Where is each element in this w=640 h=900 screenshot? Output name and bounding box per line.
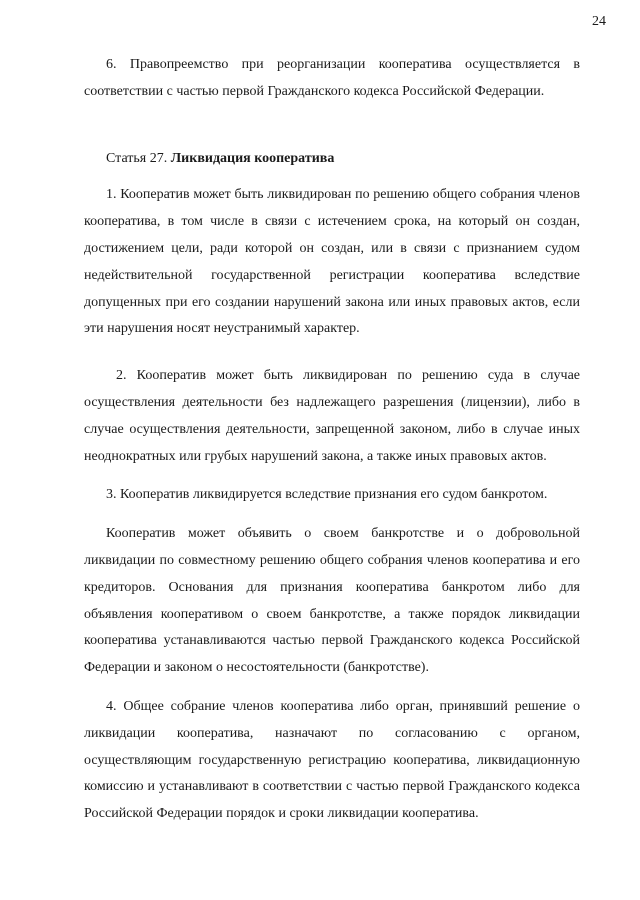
document-body bbox=[84, 52, 580, 828]
paragraph-liquidation-3: 3. Кооператив ликвидируется вследствие признания его судом банкротом. bbox=[106, 487, 548, 503]
paragraph-succession: 6. Правопреемство при реорганизации кооператива осуществляется в соответствии с частью первой Гражданского кодекса Российской Федерации. bbox=[84, 57, 580, 99]
paragraph-liquidation-2: 2. Кооператив может быть ликвидирован по решению суда в случае осуществления деятельности без надлежащего разрешения (лицензии), либо в случае осуществления деятельности, запрещенной законом, либо в случае иных неоднократных или грубых нарушений закона, а также иных правовых актов. bbox=[84, 368, 580, 464]
paragraph-liquidation-4: 4. Общее собрание членов кооператива либо орган, принявший решение о ликвидации кооператива, назначают по согласованию с органом, осуществляющим государственную регистрацию кооператива, ликвидационную комиссию и устанавливают в соответствии с частью первой Гражданского кодекса Российской Федерации порядок и сроки ликвидации кооператива. bbox=[84, 698, 580, 822]
article-number: Статья 27. bbox=[106, 150, 168, 166]
paragraph-liquidation-1: 1. Кооператив может быть ликвидирован по решению общего собрания членов кооператива, в том числе в связи с истечением срока, на который он создан, достижением цели, ради которой он создан, или в связи с признанием судом недействительной государственной регистрации кооператива вследствие допущенных при его создании нарушений закона или иных правовых актов, если эти нарушения носят неустранимый характер. bbox=[84, 187, 580, 337]
paragraph-bankruptcy: Кооператив может объявить о своем банкротстве и о добровольной ликвидации по совместному решению общего собрания членов кооператива и его кредиторов. Основания для признания кооператива банкротом либо для объявления кооперативом о своем банкротстве, а также порядок ликвидации кооператива устанавливаются частью первой Гражданского кодекса Российской Федерации и законом о несостоятельности (банкротстве). bbox=[84, 526, 580, 676]
article-title: Ликвидация кооператива bbox=[170, 150, 335, 166]
article-heading bbox=[84, 146, 580, 173]
page-number: 24 bbox=[592, 14, 606, 29]
